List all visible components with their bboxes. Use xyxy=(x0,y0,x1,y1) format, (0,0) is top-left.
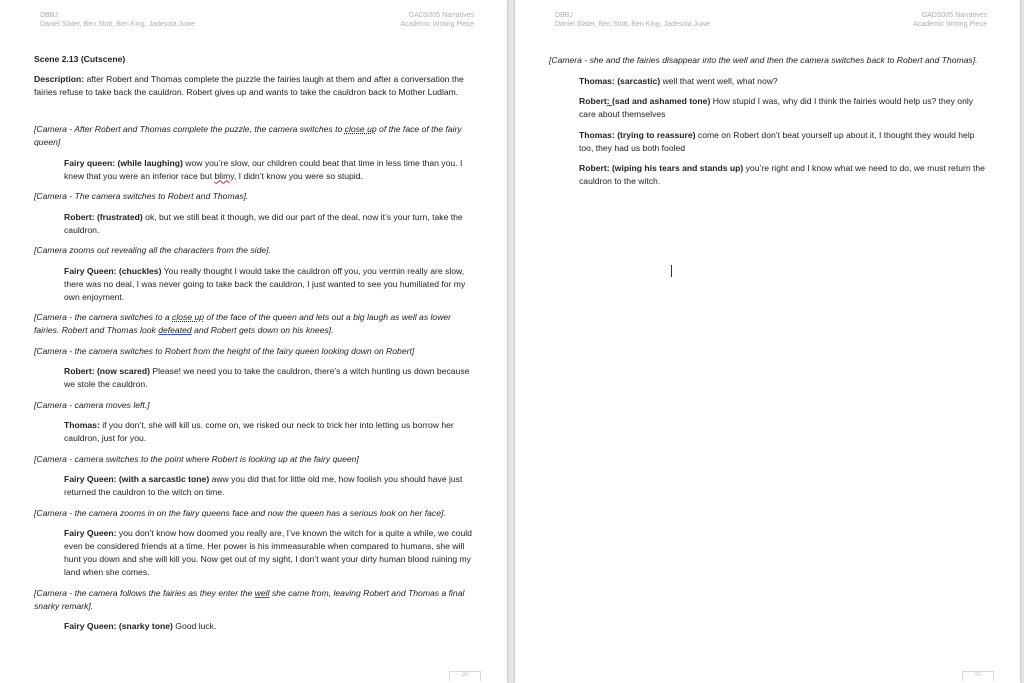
page-header-left xyxy=(555,11,710,29)
spelling-flag[interactable]: blimy, xyxy=(214,170,237,181)
dialogue-line: Fairy Queen: (snarky tone) Good luck. xyxy=(64,621,217,631)
grammar-flag[interactable]: defeated xyxy=(158,325,192,335)
speaker: Thomas: (trying to reassure) xyxy=(579,129,696,140)
header-module: GADS005 Narratives xyxy=(921,12,987,19)
page-2-body[interactable] xyxy=(549,54,987,196)
dialogue-line: Thomas: if you don’t, she will kill us. come on, we risked our neck to trick her into letting us borrow her cauldron, just for you. xyxy=(64,420,454,443)
dialogue-line: Robert: (sad and ashamed tone) How stupid I was, why did I think the fairies would help us? they only care about themselves xyxy=(579,96,974,119)
camera-direction: [Camera - camera switches to the point where Robert is looking up at the fairy queen] xyxy=(34,453,359,464)
dialogue-line: Fairy Queen: (chuckles) You really thought I would take the cauldron off you, you vermin really are slow, there was no deal, I was never going to take back the cauldron, I just wanted to see you humiliated for my own enjoyment. xyxy=(64,265,466,302)
page-number: 31 xyxy=(962,671,994,681)
camera-direction: [Camera zooms out revealing all the characters from the side]. xyxy=(34,245,271,255)
header-code: DBBJ xyxy=(555,12,573,19)
header-authors: Daniel Slater, Ben Stott, Ben King, Jadesola Juwe xyxy=(40,21,195,28)
header-authors: Daniel Slater, Ben Stott, Ben King, Jadesola Juwe xyxy=(555,21,710,28)
dialogue-line: Thomas: (sarcastic) well that went well, what now? xyxy=(579,75,778,86)
dialogue-line: Thomas: (trying to reassure) come on Robert don’t beat yourself up about it, I thought they would help too, they had us both fooled xyxy=(579,129,975,153)
scene-title: Scene 2.13 (Cutscene) xyxy=(34,54,126,64)
camera-direction: [Camera - the camera switches to Robert from the height of the fairy queen looking down on Robert] xyxy=(34,345,415,356)
grammar-flag[interactable]: close up xyxy=(172,312,205,322)
speaker: Fairy Queen: (chuckles) xyxy=(64,265,162,276)
speaker: Fairy Queen: (snarky tone) xyxy=(64,621,173,631)
speaker: Fairy queen: (while laughing) xyxy=(64,157,183,168)
page-header-left xyxy=(40,11,195,29)
grammar-flag[interactable]: : xyxy=(606,96,612,106)
page-header-right xyxy=(400,11,474,29)
document-page-2[interactable] xyxy=(515,0,1020,683)
document-page-1[interactable] xyxy=(0,0,507,683)
speaker: Thomas: (sarcastic) xyxy=(579,75,661,86)
dialogue-line: Fairy Queen: you don’t know how doomed you really are, I’ve known the witch for a quite a while, we could even be considered friends at a time. Her power is his immeasurable when compared to humans, she will hunt you down and she will kill you. Now get out of my sight, I don’t want your dirty human blood ruining my land when she comes. xyxy=(64,528,472,577)
camera-direction: [Camera - the camera follows the fairies as they enter the well she came from, leaving Robert and Thomas a final snarky remark]. xyxy=(34,587,465,611)
grammar-flag[interactable]: well xyxy=(254,587,270,598)
header-module: GADS005 Narratives xyxy=(408,12,474,19)
speaker: Robert: (now scared) xyxy=(64,366,150,376)
camera-direction: [Camera - The camera switches to Robert and Thomas]. xyxy=(34,191,249,201)
dialogue-line: Fairy Queen: (with a sarcastic tone) aww you did that for little old me, how foolish you should have just returned the cauldron to the witch on time. xyxy=(64,474,463,497)
description-text: after Robert and Thomas complete the puzzle the fairies laugh at them and after a conversation the fairies refuse to take back the cauldron. Robert gives up and wants to take the cauldron back to Mother Ludlam. xyxy=(34,74,464,97)
page-number: 30 xyxy=(449,671,481,681)
speaker: Thomas: xyxy=(64,420,100,430)
header-piece: Academic Writing Piece xyxy=(400,21,474,28)
speaker: Fairy Queen: xyxy=(64,528,117,538)
dialogue-line: Fairy queen: (while laughing) wow you’re slow, our children could beat that time in less time than you. I knew that you were an inferior race but blimy, I didn’t know you were so stupid. xyxy=(64,157,463,181)
camera-direction: [Camera - she and the fairies disappear into the well and then the camera switches back to Robert and Thomas]. xyxy=(549,55,978,65)
speaker: Robert: (frustrated) xyxy=(64,211,143,222)
camera-direction: [Camera - the camera zooms in on the fairy queens face and now the queen has a serious look on her face]. xyxy=(34,507,446,518)
page-1-body[interactable] xyxy=(34,53,474,641)
header-piece: Academic Writing Piece xyxy=(913,21,987,28)
page-header-right xyxy=(913,11,987,29)
camera-direction: [Camera - camera moves left.] xyxy=(34,399,150,410)
text-cursor xyxy=(671,265,672,277)
grammar-flag[interactable]: close up xyxy=(344,124,377,134)
speaker: Robert: (wiping his tears and stands up) xyxy=(579,163,744,173)
dialogue-line: Robert: (wiping his tears and stands up) you’re right and I know what we need to do, we must return the cauldron to the witch. xyxy=(579,163,985,186)
speaker: Fairy Queen: (with a sarcastic tone) xyxy=(64,474,210,484)
camera-direction: [Camera - After Robert and Thomas complete the puzzle, the camera switches to close up of the face of the fairy queen] xyxy=(34,124,462,147)
dialogue-line: Robert: (frustrated) ok, but we still beat it though, we did our part of the deal, now it’s your turn, take the cauldron. xyxy=(64,211,463,235)
description-label: Description: xyxy=(34,74,85,84)
camera-direction: [Camera - the camera switches to a close up of the face of the queen and lets out a big laugh as well as lower fairies. Robert and Thomas look defeated and Robert gets down on his knees]. xyxy=(34,312,452,335)
scene-description xyxy=(34,73,474,99)
header-code: DBBJ xyxy=(40,12,58,19)
dialogue-line: Robert: (now scared) Please! we need you to take the cauldron, there’s a witch hunting us down because we stole the cauldron. xyxy=(64,366,470,389)
speaker: Robert: (sad and ashamed tone) xyxy=(579,96,711,106)
